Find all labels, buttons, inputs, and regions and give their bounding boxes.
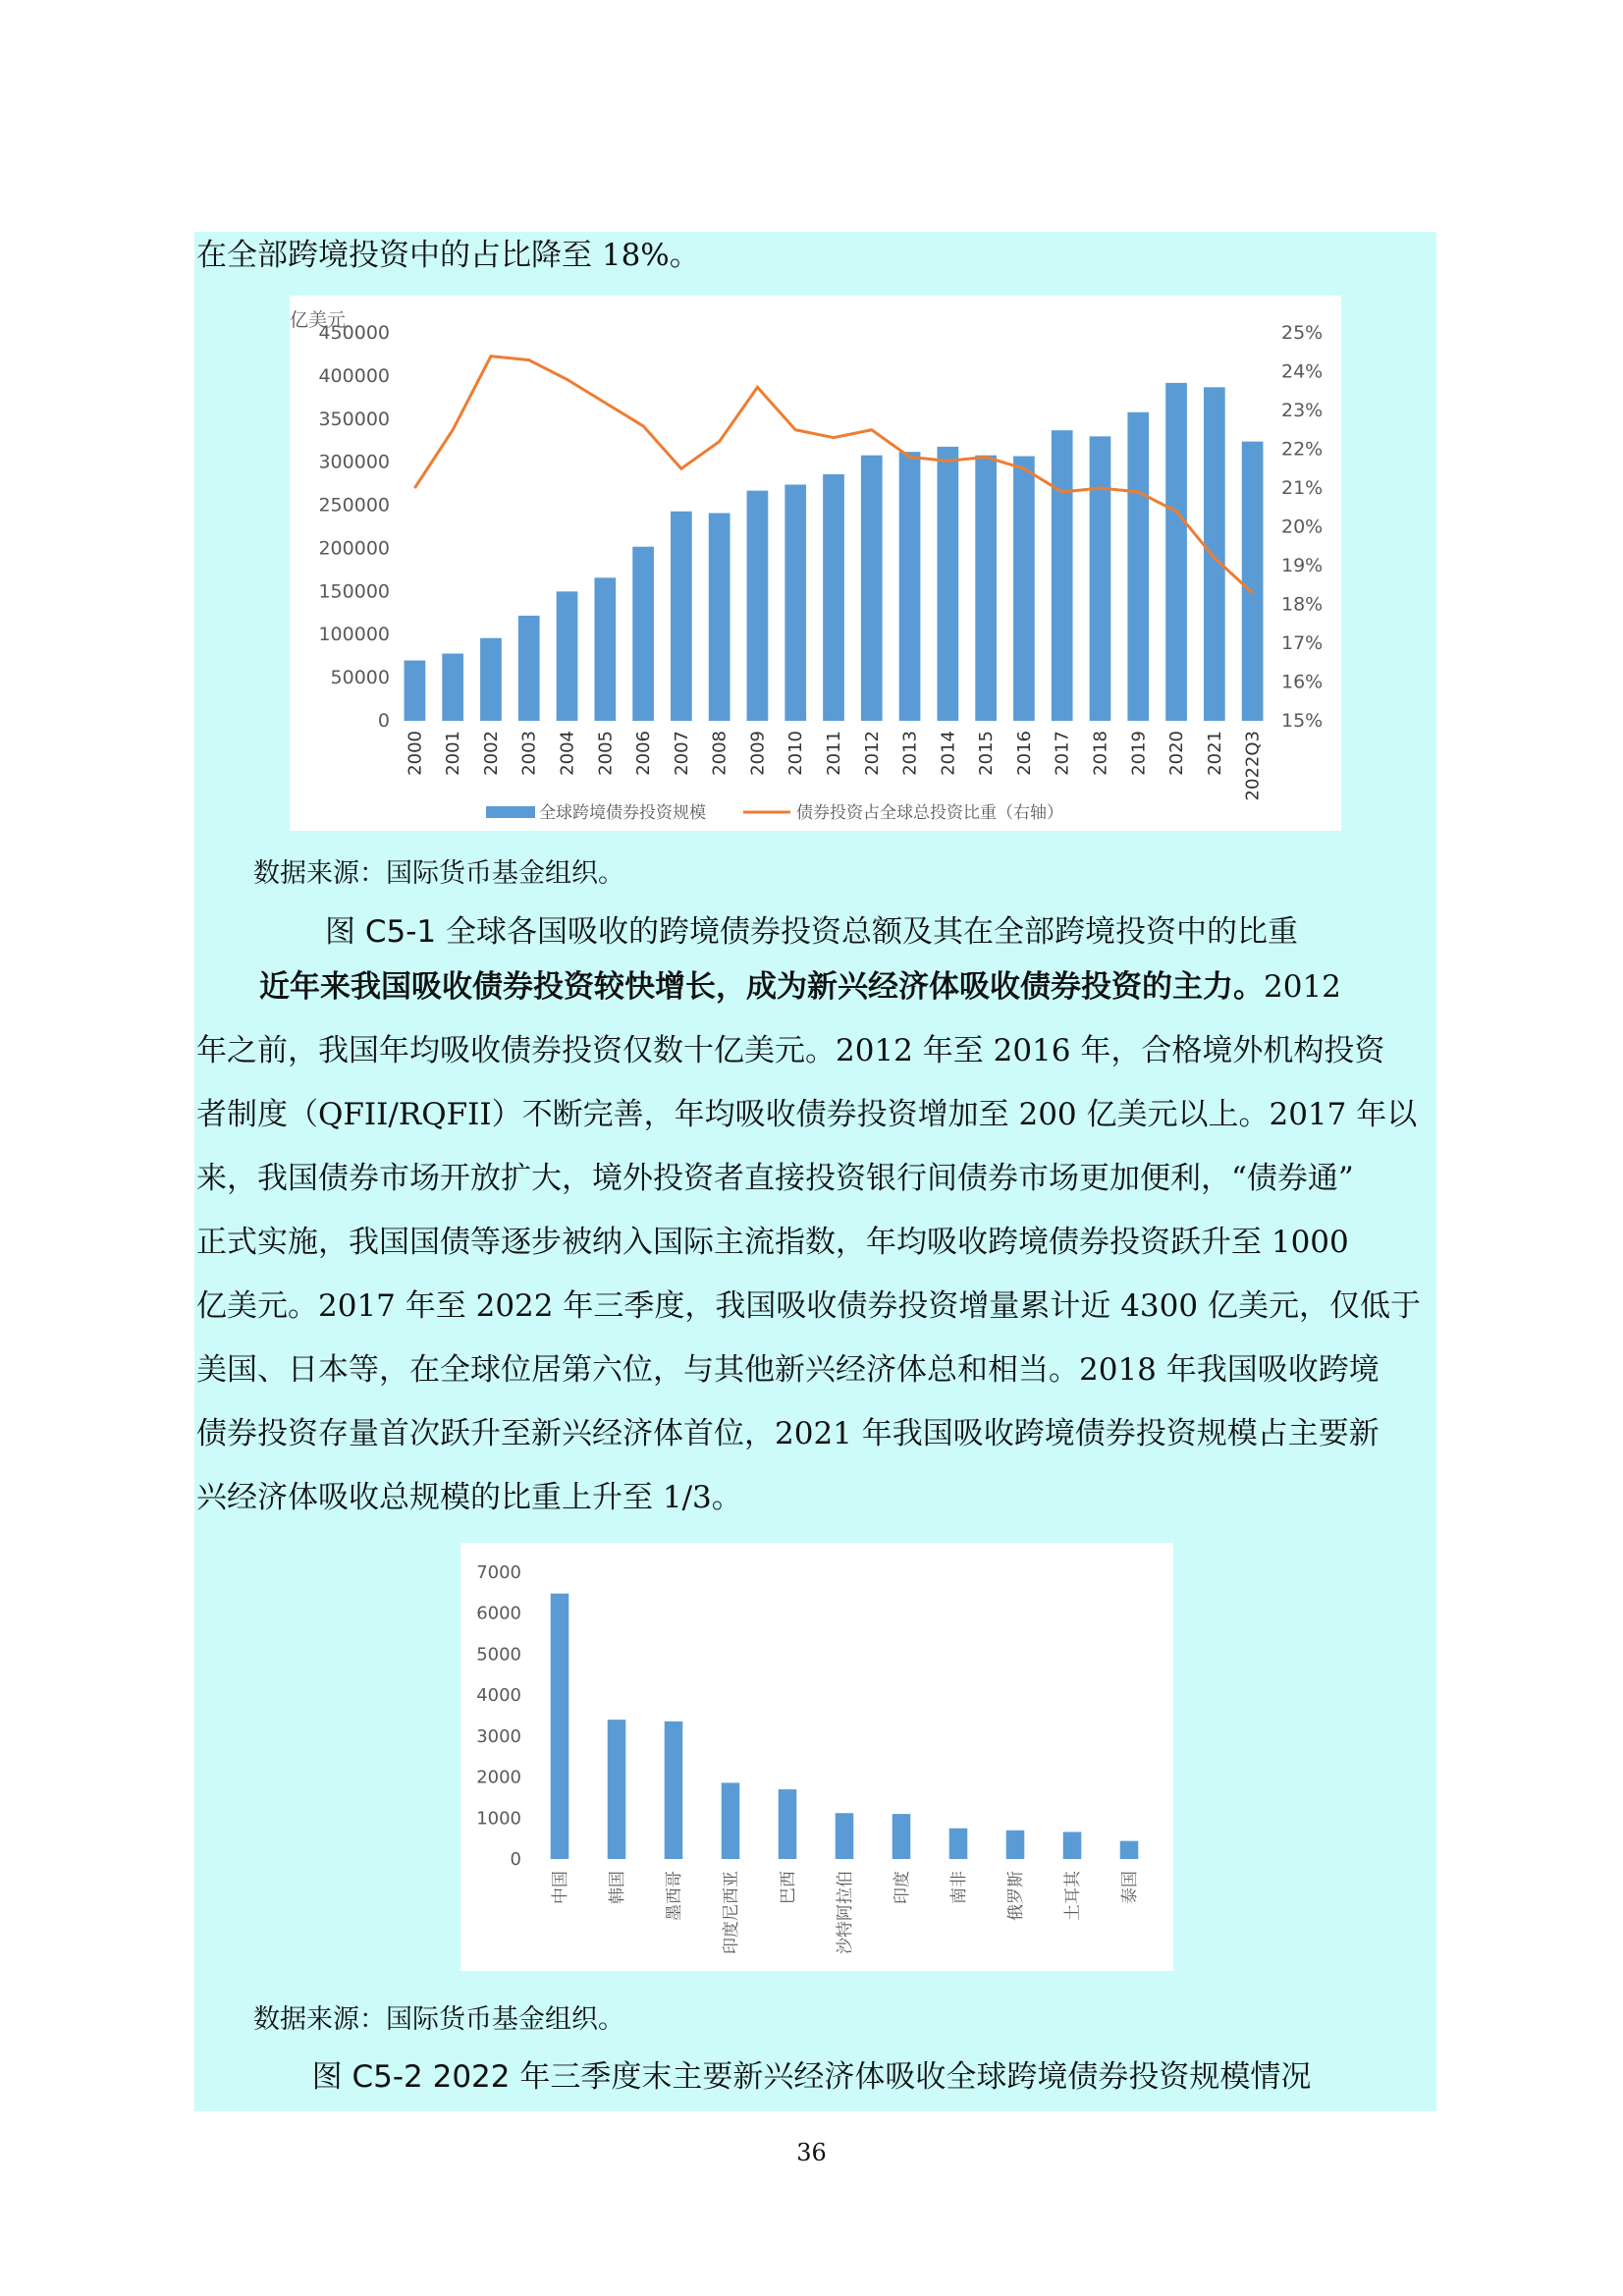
y-tick-left: 200000 [318, 537, 390, 560]
x-tick-label: 2009 [747, 731, 769, 776]
y-tick-right: 23% [1281, 400, 1324, 421]
bar [551, 1594, 569, 1859]
bar [1120, 1841, 1139, 1859]
x-tick-label: 2021 [1204, 731, 1225, 776]
y-tick: 7000 [476, 1562, 521, 1583]
x-tick-label: 2003 [518, 731, 540, 776]
bar [861, 456, 883, 721]
body-paragraph [196, 956, 1435, 1530]
bar [1204, 387, 1225, 721]
bar [779, 1789, 797, 1859]
x-tick-label: 印度尼西亚 [722, 1871, 741, 1954]
bar [949, 1829, 968, 1859]
x-tick-label: 2002 [480, 731, 502, 776]
y-tick: 1000 [476, 1808, 521, 1830]
bar [899, 452, 921, 721]
y-tick-right: 22% [1281, 438, 1324, 461]
y-tick-right: 17% [1281, 632, 1324, 654]
bar [518, 616, 540, 721]
paragraph-line: 者制度（QFII/RQFII）不断完善，年均吸收债券投资增加至 200 亿美元以上。2017 年以 [196, 1097, 1418, 1132]
x-tick-label: 墨西哥 [665, 1871, 684, 1921]
x-tick-label: 2006 [633, 731, 655, 776]
bar [823, 474, 844, 721]
paragraph-line: 兴经济体吸收总规模的比重上升至 1/3。 [196, 1480, 742, 1515]
x-tick-label: 2010 [785, 731, 807, 776]
x-tick-label: 2013 [899, 731, 921, 776]
x-tick-label: 泰国 [1120, 1871, 1140, 1904]
x-tick-label: 2000 [405, 731, 426, 776]
x-tick-label: 2004 [557, 731, 578, 776]
figure2-source: 数据来源：国际货币基金组织。 [253, 2004, 624, 2035]
unit-label: 亿美元 [290, 309, 347, 331]
x-tick-label: 2016 [1013, 731, 1035, 776]
legend-swatch-bar [486, 806, 535, 818]
bar [442, 654, 463, 721]
x-tick-label: 印度 [893, 1871, 912, 1904]
bar [671, 512, 692, 721]
y-tick-left: 300000 [318, 451, 390, 473]
paragraph-lead: 近年来我国吸收债券投资较快增长，成为新兴经济体吸收债券投资的主力。 [259, 969, 1264, 1005]
x-tick-label: 2022Q3 [1242, 731, 1264, 801]
paragraph-line: 债券投资存量首次跃升至新兴经济体首位，2021 年我国吸收跨境债券投资规模占主要新 [196, 1416, 1380, 1451]
y-tick-right: 24% [1281, 360, 1324, 383]
x-tick-label: 沙特阿拉伯 [836, 1871, 855, 1954]
paragraph-line: 正式实施，我国国债等逐步被纳入国际主流指数，年均吸收跨境债券投资跃升至 1000 [196, 1225, 1349, 1260]
x-tick-label: 巴西 [779, 1871, 798, 1904]
bar [1127, 412, 1149, 721]
x-tick-label: 南非 [949, 1871, 969, 1904]
y-tick-right: 20% [1281, 516, 1324, 538]
bar [747, 491, 769, 721]
figure1-source: 数据来源：国际货币基金组织。 [253, 858, 624, 889]
y-tick-left: 350000 [318, 408, 390, 430]
bar [405, 661, 426, 721]
bar [1242, 442, 1264, 721]
x-tick-label: 2014 [938, 731, 959, 776]
x-tick-label: 2015 [976, 731, 998, 776]
y-tick-right: 16% [1281, 671, 1324, 693]
y-tick-left: 250000 [318, 494, 390, 517]
y-tick: 2000 [476, 1767, 521, 1788]
y-tick-right: 15% [1281, 710, 1324, 732]
bar [632, 547, 654, 721]
bar [784, 484, 806, 721]
bar [1052, 430, 1073, 721]
y-tick-left: 450000 [318, 322, 390, 344]
intro-line: 在全部跨境投资中的占比降至 18%。 [196, 238, 700, 273]
x-tick-label: 2008 [709, 731, 730, 776]
paragraph-line: 来，我国债券市场开放扩大，境外投资者直接投资银行间债券市场更加便利，“债券通” [196, 1161, 1354, 1196]
y-tick: 4000 [476, 1685, 521, 1707]
bar [1063, 1831, 1082, 1859]
y-tick-left: 0 [377, 710, 390, 732]
bar [608, 1720, 626, 1859]
y-tick-right: 19% [1281, 555, 1324, 576]
chart-emerging-economies [460, 1543, 1173, 1971]
y-tick-left: 100000 [318, 624, 390, 646]
figure2-caption: 图 C5-2 2022 年三季度末主要新兴经济体吸收全球跨境债券投资规模情况 [311, 2059, 1312, 2095]
paragraph-line1-rest: 2012 [1264, 969, 1341, 1005]
paragraph-line: 年之前，我国年均吸收债券投资仅数十亿美元。2012 年至 2016 年，合格境外机构投资 [196, 1033, 1385, 1068]
y-tick-left: 50000 [330, 667, 390, 689]
y-tick-right: 25% [1281, 322, 1324, 344]
x-tick-label: 韩国 [608, 1871, 627, 1904]
bar [594, 577, 616, 721]
y-tick-left: 400000 [318, 364, 390, 387]
y-tick-right: 18% [1281, 593, 1324, 616]
legend-label-line: 债券投资占全球总投资比重（右轴） [796, 803, 1063, 823]
bar [722, 1782, 740, 1859]
bar [937, 447, 958, 721]
x-tick-label: 2001 [443, 731, 464, 776]
x-tick-label: 2018 [1090, 731, 1111, 776]
bar [975, 456, 997, 721]
y-tick: 5000 [476, 1644, 521, 1666]
x-tick-label: 2007 [671, 731, 692, 776]
y-tick-left: 150000 [318, 580, 390, 603]
y-tick-right: 21% [1281, 477, 1324, 499]
x-tick-label: 2005 [595, 731, 617, 776]
bar [1006, 1831, 1025, 1859]
bar [1013, 457, 1035, 721]
x-tick-label: 2011 [824, 731, 844, 776]
bar [665, 1722, 683, 1859]
x-tick-label: 中国 [551, 1871, 570, 1904]
legend-label-bar: 全球跨境债券投资规模 [539, 803, 706, 823]
page-number: 36 [796, 2139, 827, 2166]
bar [893, 1814, 911, 1859]
bar [1165, 383, 1187, 721]
bar [709, 513, 730, 721]
x-tick-label: 2017 [1052, 731, 1073, 776]
x-tick-label: 2019 [1128, 731, 1150, 776]
figure1-caption: 图 C5-1 全球各国吸收的跨境债券投资总额及其在全部跨境投资中的比重 [325, 914, 1298, 950]
x-tick-label: 2020 [1166, 731, 1188, 776]
x-tick-label: 土耳其 [1063, 1871, 1083, 1921]
chart-bond-investment-global [290, 296, 1341, 831]
y-tick: 0 [510, 1849, 521, 1870]
y-tick: 6000 [476, 1603, 521, 1624]
x-tick-label: 2012 [861, 731, 883, 776]
paragraph-line: 美国、日本等，在全球位居第六位，与其他新兴经济体总和相当。2018 年我国吸收跨境 [196, 1352, 1380, 1388]
bar [1090, 436, 1111, 721]
x-tick-label: 俄罗斯 [1006, 1871, 1026, 1921]
bar [480, 638, 502, 721]
bar [836, 1813, 854, 1859]
paragraph-line: 亿美元。2017 年至 2022 年三季度，我国吸收债券投资增量累计近 4300 亿美元，仅低于 [196, 1288, 1421, 1324]
y-tick: 3000 [476, 1725, 521, 1747]
bar [557, 591, 578, 721]
